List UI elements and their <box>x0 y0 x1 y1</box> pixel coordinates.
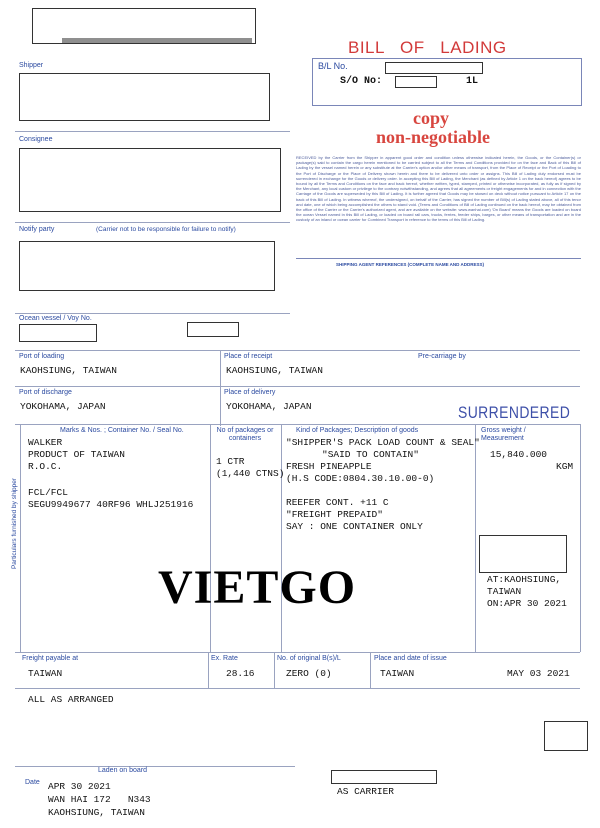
terms-text: RECEIVED by the Carrier from the Shipper in apparent good order and condition unless otherwise indicated herein, the Goods, or the Container(s) or package(s) said to contain the cargo herein mentioned to be carried subject to all the Terms and Conditions provided for on the face and Back of this Bill of Lading by the vessel named herein or any substitute at the Carrier's option and/or other means of transport, from the Place of Receipt or the Port of Loading to the Port of Discharge or the Place of Delivery shown herein and there to be delivered unto order or assigns. This Bill of Lading duly endorsed must be surrendered in exchange for the Goods or delivery order. In accepting this Bill of Lading, the Merchant (as defined by Article 1 on the back hereof) agrees to be bound by all the Terms and Conditions on the face and back hereof, whether written, typed, stamped, printed or otherwise incorporated, as fully as if signed by the Merchant, any local custom or privilege to the contrary notwithstanding, and agrees that all agreements or freight engagements for and in connection with the Carriage of the Goods are superseded by this Bill of Lading. It is further agreed that Goods may be stowed on deck without notice pursuant to Article 17 on the back of this Bill of Lading. In witness whereof, the undersigned, on behalf of the Carrier, has signed the number of Bill(s) of Lading stated above, all of this tenor and date, one of which being accomplished the others to stand void. (Terms and Conditions of Bill of Lading continued on the back hereof, may be obtained from the office of the Carrier or the Carrier's authorized agent, and are available on the website: www.wanhai.com) 'On Board' means the Goods are loaded on board the ocean Vessel named in this Bill of Lading, or loaded on board rail cars, trucks, ferries, feeder ships, barges, or other means of transportation and are in the custody of an inland or ocean carrier for Combined Transport in reference to the terms of this Bill of Lading. <box>296 155 581 223</box>
description-line: "SHIPPER'S PACK LOAD COUNT & SEAL" <box>286 437 480 448</box>
all-as-arranged: ALL AS ARRANGED <box>28 694 114 705</box>
description-line: REEFER CONT. +11 C <box>286 497 389 508</box>
notify-note: (Carrier not to be responsible for failure to notify) <box>96 226 236 233</box>
gross-weight-value: 15,840.000 <box>490 449 548 460</box>
ex-rate-value: 28.16 <box>226 668 255 679</box>
so-no-label: S/O No: <box>340 76 383 87</box>
laden-port: KAOHSIUNG, TAIWAN <box>48 807 145 818</box>
voyage-redaction <box>187 322 239 337</box>
description-line: "FREIGHT PREPAID" <box>286 509 383 520</box>
onboard-redaction <box>479 535 567 573</box>
shipper-label: Shipper <box>19 62 44 69</box>
freight-payable-value: TAIWAN <box>28 668 63 679</box>
vessel-redaction <box>19 324 97 342</box>
marks-line: SEGU9949677 40RF96 WHLJ251916 <box>28 499 194 510</box>
marks-line: PRODUCT OF TAIWAN <box>28 449 125 460</box>
onboard-date: ON:APR 30 2021 <box>487 598 567 609</box>
marks-line: WALKER <box>28 437 63 448</box>
precarriage-label: Pre-carriage by <box>418 353 466 360</box>
port-loading-value: KAOHSIUNG, TAIWAN <box>20 365 117 376</box>
ex-rate-label: Ex. Rate <box>211 655 238 662</box>
place-delivery-value: YOKOHAMA, JAPAN <box>226 401 312 412</box>
place-receipt-value: KAOHSIUNG, TAIWAN <box>226 365 323 376</box>
place-date-issue-label: Place and date of issue <box>374 655 447 662</box>
laden-vessel: WAN HAI 172 N343 <box>48 794 151 805</box>
marks-line: FCL/FCL <box>28 487 68 498</box>
consignee-label: Consignee <box>19 136 53 143</box>
logo-fragment <box>62 38 252 44</box>
document-title: BILL OF LADING <box>348 38 507 57</box>
marks-header: Marks & Nos. ; Container No. / Seal No. <box>60 427 184 434</box>
signature-redaction <box>331 770 437 784</box>
as-carrier: AS CARRIER <box>337 786 395 797</box>
laden-date: APR 30 2021 <box>48 781 111 792</box>
particulars-side-label: Particulars furnished by shipper <box>11 477 19 570</box>
packages-header: No of packages or containers <box>216 427 274 442</box>
laden-label: Laden on board <box>98 767 148 774</box>
gross-header: Gross weight / Measurement <box>481 427 526 442</box>
date-issue-value: MAY 03 2021 <box>507 668 570 679</box>
agent-references-label: SHIPPING AGENT REFERENCES (COMPLETE NAME AND ADDRESS) <box>336 262 485 267</box>
freight-payable-label: Freight payable at <box>22 655 79 662</box>
place-receipt-label: Place of receipt <box>224 353 273 360</box>
date-label: Date <box>25 779 40 786</box>
packages-line: (1,440 CTNS) <box>216 468 285 479</box>
surrendered-stamp: SURRENDERED <box>458 403 571 422</box>
onboard-at-line1: AT:KAOHSIUNG, <box>487 574 562 585</box>
shipper-redaction <box>19 73 270 121</box>
gross-weight-unit: KGM <box>556 461 574 472</box>
corner-redaction <box>544 721 588 751</box>
place-issue-value: TAIWAN <box>380 668 415 679</box>
port-discharge-label: Port of discharge <box>19 389 72 396</box>
original-bl-label: No. of original B(s)/L <box>277 655 341 662</box>
port-discharge-value: YOKOHAMA, JAPAN <box>20 401 106 412</box>
notify-party-label: Notify party <box>19 226 55 233</box>
original-bl-value: ZERO (0) <box>286 668 332 679</box>
description-line: (H.S CODE:0804.30.10.00-0) <box>286 473 435 484</box>
marks-line: R.O.C. <box>28 461 63 472</box>
so-no-redaction <box>395 76 437 88</box>
port-loading-label: Port of loading <box>19 353 65 360</box>
bl-no-redaction <box>385 62 483 74</box>
so-suffix: 1L <box>466 76 479 87</box>
bl-no-label: B/L No. <box>318 61 348 71</box>
copy-stamp-line1: copy <box>413 108 449 128</box>
copy-stamp-line2: non-negotiable <box>376 127 491 147</box>
packages-line: 1 CTR <box>216 456 245 467</box>
description-line: FRESH PINEAPPLE <box>286 461 372 472</box>
description-line: "SAID TO CONTAIN" <box>322 449 419 460</box>
vietgo-watermark: VIETGO <box>158 561 357 614</box>
notify-party-redaction <box>19 241 275 291</box>
consignee-redaction <box>19 148 281 212</box>
kind-header: Kind of Packages; Description of goods <box>296 427 419 434</box>
onboard-at-line2: TAIWAN <box>487 586 522 597</box>
description-line: SAY : ONE CONTAINER ONLY <box>286 521 423 532</box>
place-delivery-label: Place of delivery <box>224 389 276 396</box>
ocean-vessel-label: Ocean vessel / Voy No. <box>19 315 92 322</box>
